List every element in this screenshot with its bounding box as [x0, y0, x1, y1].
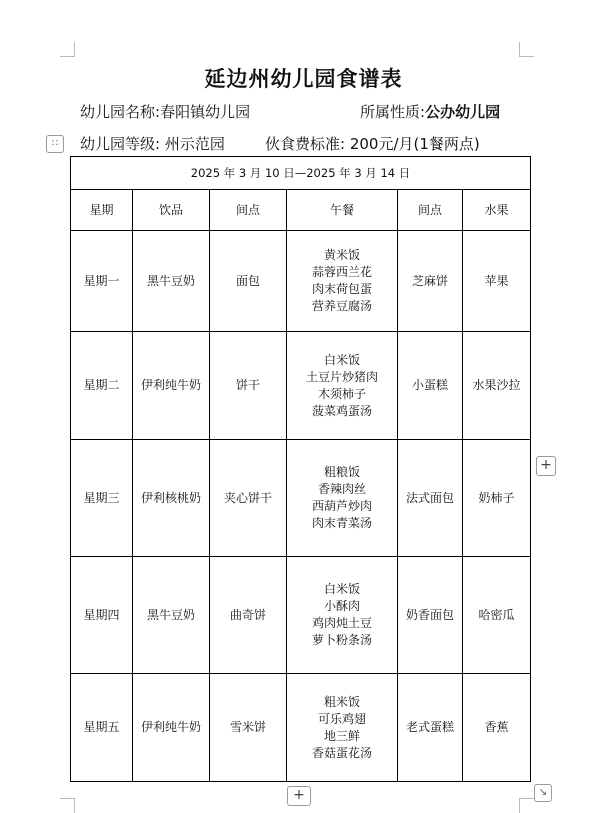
kindergarten-level-value: 州示范园	[164, 135, 225, 153]
table-row	[71, 557, 531, 674]
fruit-cell[interactable]: 苹果	[463, 231, 531, 332]
table-row	[71, 674, 531, 782]
header-lunch[interactable]: 午餐	[287, 190, 398, 231]
drink-cell[interactable]: 伊利纯牛奶	[133, 674, 210, 782]
day-cell[interactable]: 星期二	[71, 332, 133, 440]
snack-afternoon-cell[interactable]: 老式蛋糕	[398, 674, 463, 782]
date-range-row	[71, 157, 531, 190]
lunch-item: 香菇蛋花汤	[311, 745, 372, 760]
lunch-cell[interactable]	[287, 440, 398, 557]
page-corner-mark-bottom-right	[519, 798, 534, 813]
snack-afternoon-cell[interactable]: 芝麻饼	[398, 231, 463, 332]
table-row	[71, 440, 531, 557]
snack-afternoon-cell[interactable]: 小蛋糕	[398, 332, 463, 440]
page-corner-mark-top-right	[519, 42, 534, 57]
fruit-cell[interactable]: 水果沙拉	[463, 332, 531, 440]
snack-morning-cell[interactable]: 饼干	[210, 332, 287, 440]
snack-morning-cell[interactable]: 夹心饼干	[210, 440, 287, 557]
lunch-item: 蒜蓉西兰花	[311, 265, 372, 279]
lunch-item: 西葫芦炒肉	[311, 499, 372, 513]
drink-cell[interactable]: 黑牛豆奶	[133, 231, 210, 332]
snack-morning-cell[interactable]: 面包	[210, 231, 287, 332]
kindergarten-type	[360, 101, 500, 122]
date-range[interactable]: 2025 年 3 月 10 日—2025 年 3 月 14 日	[71, 157, 531, 190]
lunch-item: 肉末荷包蛋	[311, 282, 372, 296]
add-row-button[interactable]: +	[287, 786, 311, 806]
lunch-item: 地三鲜	[323, 728, 360, 743]
kindergarten-name-value: 春阳镇幼儿园	[160, 103, 251, 121]
day-cell[interactable]: 星期三	[71, 440, 133, 557]
kindergarten-level-label: 幼儿园等级:	[80, 135, 161, 153]
kindergarten-name	[80, 101, 250, 122]
lunch-cell[interactable]	[287, 674, 398, 782]
fruit-cell[interactable]: 香蕉	[463, 674, 531, 782]
lunch-item: 粗米饭	[323, 694, 360, 709]
kindergarten-name-label: 幼儿园名称:	[80, 103, 161, 121]
lunch-item: 白米饭	[323, 582, 360, 596]
snack-afternoon-cell[interactable]: 奶香面包	[398, 557, 463, 674]
add-column-button[interactable]: +	[536, 456, 556, 476]
table-row	[71, 332, 531, 440]
lunch-item: 肉末青菜汤	[311, 516, 372, 530]
snack-afternoon-cell[interactable]: 法式面包	[398, 440, 463, 557]
kindergarten-level	[80, 133, 225, 154]
drink-cell[interactable]: 伊利纯牛奶	[133, 332, 210, 440]
table-row	[71, 231, 531, 332]
menu-table	[70, 156, 531, 782]
lunch-item: 菠菜鸡蛋汤	[311, 403, 372, 418]
header-snack-morning[interactable]: 间点	[210, 190, 287, 231]
lunch-item: 白米饭	[323, 352, 360, 367]
page-corner-mark-top-left	[60, 42, 75, 57]
lunch-cell[interactable]	[287, 231, 398, 332]
lunch-item: 小酥肉	[323, 599, 360, 613]
lunch-item: 萝卜粉条汤	[311, 633, 372, 647]
document-title: 延边州幼儿园食谱表	[204, 67, 403, 91]
header-snack-afternoon[interactable]: 间点	[398, 190, 463, 231]
lunch-item: 营养豆腐汤	[311, 299, 372, 313]
table-move-handle-icon[interactable]: ∷	[46, 135, 64, 153]
lunch-item: 鸡肉炖土豆	[311, 616, 372, 630]
lunch-item: 可乐鸡翅	[317, 711, 366, 726]
lunch-item: 木须柿子	[317, 386, 366, 401]
lunch-cell[interactable]	[287, 557, 398, 674]
drink-cell[interactable]: 黑牛豆奶	[133, 557, 210, 674]
snack-morning-cell[interactable]: 曲奇饼	[210, 557, 287, 674]
meal-fee-standard	[265, 133, 480, 154]
drink-cell[interactable]: 伊利核桃奶	[133, 440, 210, 557]
page-corner-mark-bottom-left	[60, 798, 75, 813]
header-drink[interactable]: 饮品	[133, 190, 210, 231]
fruit-cell[interactable]: 哈密瓜	[463, 557, 531, 674]
header-fruit[interactable]: 水果	[463, 190, 531, 231]
day-cell[interactable]: 星期四	[71, 557, 133, 674]
day-cell[interactable]: 星期一	[71, 231, 133, 332]
meal-fee-label: 伙食费标准:	[265, 135, 346, 153]
kindergarten-type-value: 公办幼儿园	[425, 103, 501, 121]
lunch-item: 黄米饭	[323, 248, 360, 262]
snack-morning-cell[interactable]: 雪米饼	[210, 674, 287, 782]
day-cell[interactable]: 星期五	[71, 674, 133, 782]
meal-fee-value: 200元/月(1餐两点)	[349, 135, 480, 153]
kindergarten-type-label: 所属性质:	[360, 103, 426, 121]
header-row	[71, 190, 531, 231]
lunch-item: 香辣肉丝	[317, 482, 366, 496]
lunch-cell[interactable]	[287, 332, 398, 440]
header-day[interactable]: 星期	[71, 190, 133, 231]
table-resize-icon[interactable]: ↘	[534, 784, 552, 802]
fruit-cell[interactable]: 奶柿子	[463, 440, 531, 557]
lunch-item: 土豆片炒猪肉	[305, 369, 378, 384]
lunch-item: 粗粮饭	[323, 465, 360, 479]
